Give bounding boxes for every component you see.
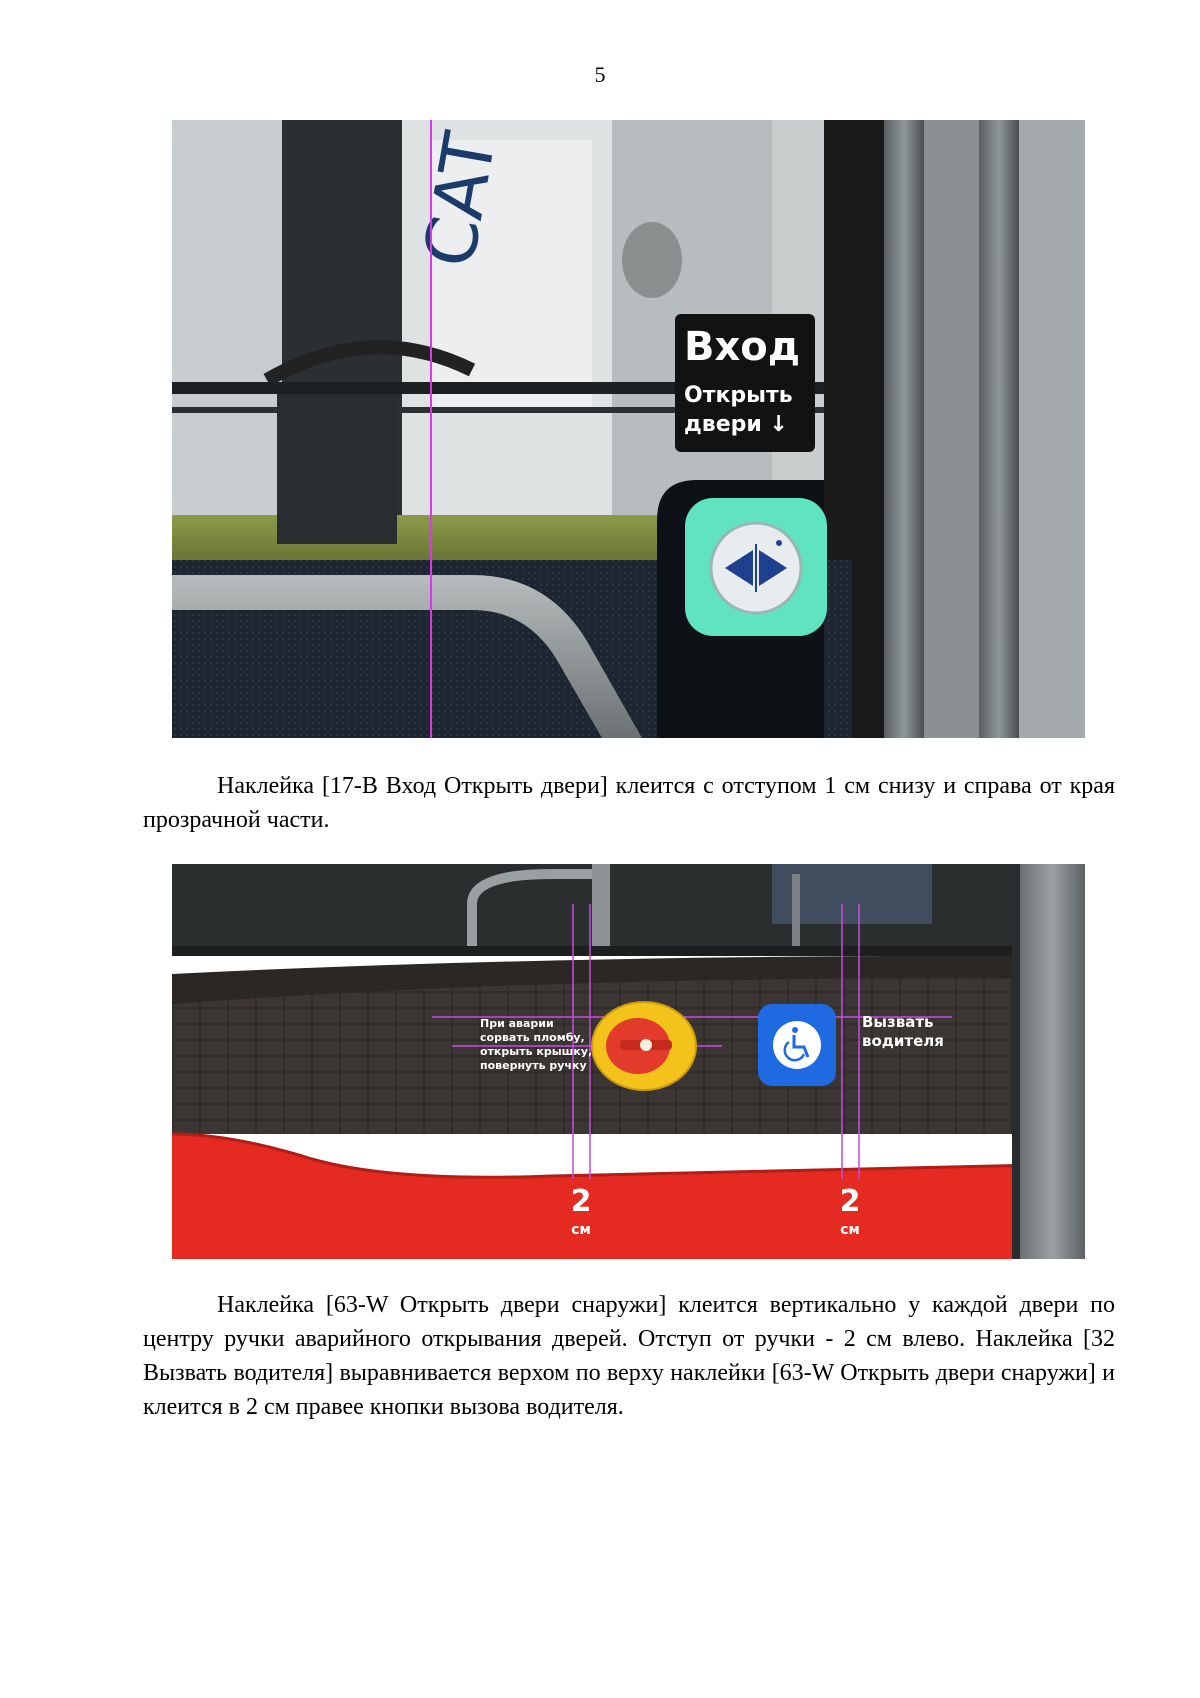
photo-bus-exterior bbox=[172, 864, 1085, 1259]
call-sticker-line2: водителя bbox=[862, 1032, 944, 1050]
measure-right-unit: см bbox=[840, 1222, 860, 1238]
door-open-button bbox=[685, 498, 827, 636]
caption-emergency-sticker: Наклейка [63-W Открыть двери снаружи] клеится вертикально у каждой двери по центру ручки аварийного открывания дверей. Отступ от ручки - 2 см влево. Наклейка [32 Вызвать водителя] выравнивается верхом по верху наклейки [63-W Открыть двери снаружи] и клеится в 2 см правее кнопки вызова водителя. bbox=[143, 1292, 1115, 1420]
emergency-line3: открыть крышку, bbox=[480, 1045, 593, 1058]
sticker-title: Вход bbox=[684, 324, 801, 370]
measure-right bbox=[840, 1184, 861, 1238]
measure-right-value: 2 bbox=[839, 1184, 861, 1219]
call-sticker-line1: Вызвать bbox=[862, 1013, 934, 1031]
measure-left bbox=[571, 1184, 592, 1238]
emergency-line4: повернуть ручку bbox=[480, 1059, 587, 1072]
background-banner-text: CAT bbox=[407, 126, 513, 273]
page-number: 5 bbox=[594, 62, 606, 87]
sticker-line1: Открыть bbox=[684, 383, 793, 408]
measure-left-unit: см bbox=[571, 1222, 591, 1238]
entry-sticker bbox=[675, 314, 815, 452]
emergency-line1: При аварии bbox=[480, 1017, 554, 1030]
caption-entry-sticker: Наклейка [17-В Вход Открыть двери] клеится с отступом 1 см снизу и справа от края прозрачной части. bbox=[143, 773, 1115, 833]
call-driver-sticker bbox=[862, 1013, 944, 1050]
call-driver-button bbox=[758, 1004, 836, 1086]
emergency-handle-icon bbox=[592, 1002, 696, 1090]
emergency-line2: сорвать пломбу, bbox=[480, 1031, 585, 1044]
measure-left-value: 2 bbox=[570, 1184, 592, 1219]
photo-door-entry bbox=[172, 120, 1085, 738]
sticker-line2: двери ↓ bbox=[684, 412, 788, 437]
